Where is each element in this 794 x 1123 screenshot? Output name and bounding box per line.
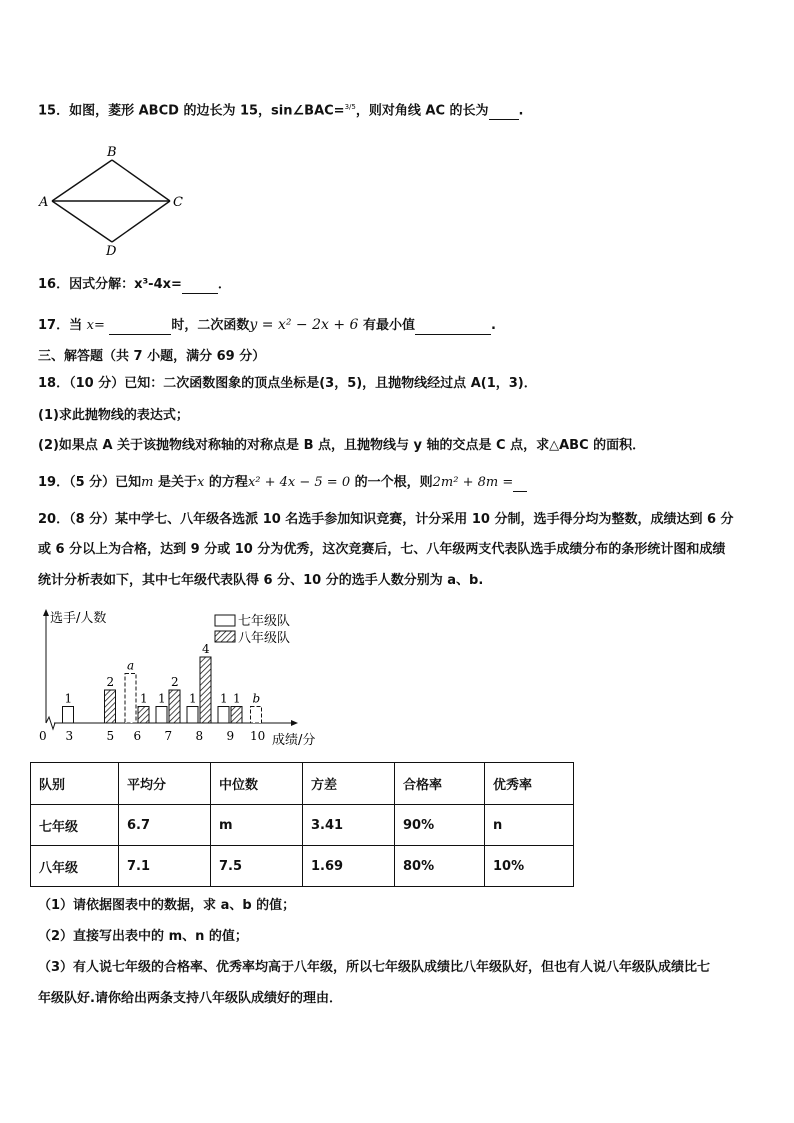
q15-text-after: ，则对角线 AC 的长为 [355, 103, 489, 119]
question-18-line3: (2)如果点 A 关于该抛物线对称轴的对称点是 B 点，且抛物线与 y 轴的交点是 C 点，求△ABC 的面积． [38, 438, 646, 453]
answer-blank [513, 477, 527, 492]
bar-label-grade8-7: 2 [171, 675, 179, 689]
bar-grade8-6 [138, 707, 149, 724]
section-heading: 三、解答题（共 7 小题，满分 69 分） [38, 349, 266, 364]
table-header-cell: 平均分 [119, 763, 211, 805]
sub-question-3-line1: （3）有人说七年级的合格率、优秀率均高于八年级，所以七年级队成绩比八年级队好，但也有人说八年级队成绩比七 [38, 960, 711, 975]
answer-blank [415, 320, 491, 335]
q15-text: 15．如图，菱形 ABCD 的边长为 15，sin∠BAC= [38, 103, 345, 119]
question-20-line1: 20．（8 分）某中学七、八年级各选派 10 名选手参加知识竞赛，计分采用 10 分制，选手得分均为整数，成绩达到 6 分 [38, 512, 734, 527]
x-tick-label: 9 [226, 729, 235, 743]
bar-label-grade7-7: 1 [158, 691, 166, 706]
question-16: 16．因式分解：x³-4x= ． [38, 277, 231, 292]
bar-grade8-7 [169, 690, 180, 723]
table-cell: 90% [395, 805, 485, 846]
q19-equation: x² + 4x − 5 = 0 [247, 475, 351, 490]
label-b: B [107, 145, 117, 160]
origin-label: 0 [39, 729, 47, 743]
bar-grade8-8 [200, 657, 211, 723]
bar-label-grade7-3: 1 [64, 691, 73, 706]
sub-question-1: （1）请依据图表中的数据，求 a、b 的值； [38, 898, 296, 913]
table-cell: n [485, 805, 574, 846]
q15-fraction: 3/5 [344, 103, 356, 111]
stats-table [30, 762, 574, 887]
answer-blank [182, 279, 218, 294]
table-cell: 7.1 [119, 846, 211, 887]
table-cell: 10% [485, 846, 574, 887]
x-tick-label: 3 [65, 729, 74, 743]
x-tick-label: 7 [164, 729, 173, 743]
table-cell: 七年级 [31, 805, 119, 846]
question-20-line2: 或 6 分以上为合格，达到 9 分或 10 分为优秀，这次竞赛后，七、八年级两支代表队选手成绩分布的条形统计图和成绩 [38, 542, 726, 557]
table-header-row [31, 763, 574, 805]
bar-grade7-9 [218, 707, 229, 724]
question-18-line2: (1)求此抛物线的表达式； [38, 408, 189, 423]
bar-label-grade8-9: 1 [233, 691, 241, 706]
bar-label-grade7-6: a [127, 658, 135, 673]
bar-label-grade8-8: 4 [202, 642, 210, 656]
x-tick-label: 6 [133, 729, 142, 743]
bar-label-grade7-8: 1 [189, 691, 197, 706]
label-a: A [39, 195, 49, 210]
bar-grade8-9 [231, 707, 242, 724]
bar-label-grade7-9: 1 [220, 691, 228, 706]
x-axis-arrow [291, 720, 298, 726]
table-cell: 7.5 [211, 846, 303, 887]
bar-grade8-5 [105, 690, 116, 723]
bar-grade7-6 [125, 674, 136, 724]
table-header-cell: 中位数 [211, 763, 303, 805]
question-20-line3: 统计分析表如下，其中七年级代表队得 6 分、10 分的选手人数分别为 a、b. [38, 573, 484, 588]
y-axis-label: 选手/人数 [50, 611, 107, 626]
question-18-line1: 18．（10 分）已知：二次函数图象的顶点坐标是(3，5)，且抛物线经过点 A(1，3)． [38, 376, 537, 391]
x-axis-label: 成绩/分 [272, 733, 316, 748]
bar-grade7-8 [187, 707, 198, 724]
legend-swatch-grade8 [215, 631, 235, 642]
x-tick-label: 8 [195, 729, 204, 743]
table-cell: m [211, 805, 303, 846]
bar-grade7-7 [156, 707, 167, 724]
question-15: 15．如图，菱形 ABCD 的边长为 15，sin∠BAC=$^{3/5}$，则对角线 AC 的长为 . [38, 103, 524, 119]
table-row [31, 805, 574, 846]
table-cell: 3.41 [303, 805, 395, 846]
bar-grade7-3 [63, 707, 74, 724]
legend-label-grade8: 八年级队 [238, 631, 291, 646]
table-header-cell: 方差 [303, 763, 395, 805]
answer-blank [109, 320, 171, 335]
table-cell: 80% [395, 846, 485, 887]
x-tick-label: 5 [106, 729, 115, 743]
bar-chart [30, 606, 330, 751]
legend-swatch-grade7 [215, 615, 235, 626]
answer-blank [489, 105, 519, 120]
question-19: 19．（5 分）已知m 是关于x 的方程x² + 4x − 5 = 0 的一个根，则2m² + 8m = [38, 474, 527, 492]
table-cell: 八年级 [31, 846, 119, 887]
rhombus-figure [30, 140, 200, 260]
label-c: C [173, 195, 183, 210]
table-header-cell: 队别 [31, 763, 119, 805]
bar-label-grade8-5: 2 [106, 675, 115, 689]
sub-question-2: （2）直接写出表中的 m、n 的值； [38, 929, 248, 944]
bar-label-grade7-10: b [252, 691, 261, 706]
y-axis-arrow [43, 609, 49, 616]
bar-label-grade8-6: 1 [140, 691, 148, 706]
table-cell: 1.69 [303, 846, 395, 887]
table-header-cell: 合格率 [395, 763, 485, 805]
bar-grade7-10 [251, 707, 262, 724]
table-row [31, 846, 574, 887]
sub-question-3-line2: 年级队好.请你给出两条支持八年级队成绩好的理由． [38, 991, 342, 1006]
table-header-cell: 优秀率 [485, 763, 574, 805]
legend-label-grade7: 七年级队 [238, 614, 291, 629]
q19-expression: 2m² + 8m = [432, 475, 514, 490]
q17-formula: y = x² − 2x + 6 [249, 317, 359, 333]
question-17: 17．当 x= 时，二次函数y = x² − 2x + 6 有最小值 . [38, 317, 496, 333]
axis-break [46, 717, 55, 729]
x-tick-label: 10 [250, 729, 266, 743]
table-cell: 6.7 [119, 805, 211, 846]
label-d: D [106, 244, 117, 259]
